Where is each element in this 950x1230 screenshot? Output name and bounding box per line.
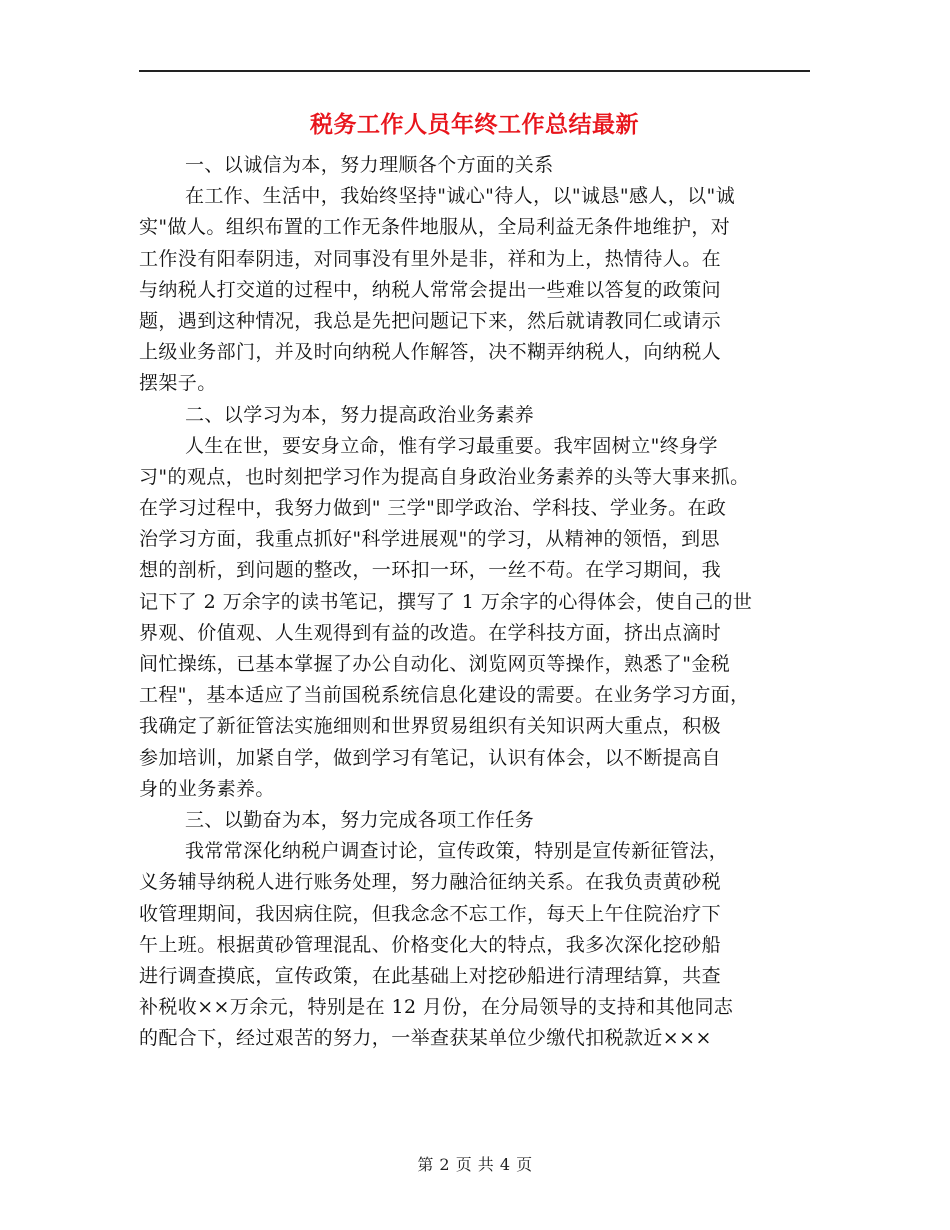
text-line: 补税收××万余元，特别是在 12 月份，在分局领导的支持和其他同志 (139, 996, 734, 1019)
text-line: 在工作、生活中，我始终坚持"诚心"待人，以"诚恳"感人，以"诚 (185, 185, 736, 208)
text-line: 习"的观点，也时刻把学习作为提高自身政治业务素养的头等大事来抓。 (139, 465, 750, 488)
text-line: 收管理期间，我因病住院，但我念念不忘工作，每天上午住院治疗下 (139, 902, 722, 925)
text-line: 一、以诚信为本，努力理顺各个方面的关系 (185, 154, 554, 176)
text-line: 实"做人。组织布置的工作无条件地服从，全局利益无条件地维护，对 (139, 216, 731, 239)
text-line: 治学习方面，我重点抓好"科学进展观"的学习，从精神的领悟，到思 (139, 528, 720, 551)
text-line: 摆架子。 (139, 372, 217, 395)
text-line: 在学习过程中，我努力做到" 三学"即学政治、学科技、学业务。在政 (139, 497, 727, 520)
text-line: 进行调查摸底，宣传政策，在此基础上对挖砂船进行清理结算，共查 (139, 964, 722, 987)
text-line: 上级业务部门，并及时向纳税人作解答，决不糊弄纳税人，向纳税人 (139, 341, 722, 364)
text-line: 二、以学习为本，努力提高政治业务素养 (185, 403, 535, 426)
text-line: 间忙操练，已基本掌握了办公自动化、浏览网页等操作，熟悉了"金税 (139, 653, 731, 675)
text-line: 参加培训，加紧自学，做到学习有笔记，认识有体会，以不断提高自 (139, 746, 722, 769)
text-line: 我确定了新征管法实施细则和世界贸易组织有关知识两大重点，积极 (139, 715, 722, 738)
header-rule (139, 70, 810, 72)
text-line: 的配合下，经过艰苦的努力，一举查获某单位少缴代扣税款近××× (139, 1027, 712, 1050)
document-title: 税务工作人员年终工作总结最新 (310, 111, 639, 138)
text-line: 我常常深化纳税户调查讨论，宣传政策，特别是宣传新征管法， (185, 840, 729, 863)
text-line: 三、以勤奋为本，努力完成各项工作任务 (185, 808, 535, 831)
text-line: 想的剖析，到问题的整改，一环扣一环，一丝不苟。在学习期间，我 (139, 559, 722, 582)
text-line: 人生在世，要安身立命，惟有学习最重要。我牢固树立"终身学 (185, 434, 718, 457)
text-line: 身的业务素养。 (139, 777, 275, 800)
text-line: 工程"，基本适应了当前国税系统信息化建设的需要。在业务学习方面， (139, 684, 750, 707)
page-number: 第 2 页 共 4 页 (417, 1155, 533, 1174)
text-line: 题，遇到这种情况，我总是先把问题记下来，然后就请教同仁或请示 (139, 309, 722, 332)
text-line: 界观、价值观、人生观得到有益的改造。在学科技方面，挤出点滴时 (139, 621, 722, 644)
text-line: 工作没有阳奉阴违，对同事没有里外是非，祥和为上，热情待人。在 (139, 247, 722, 270)
document-body (139, 150, 810, 1054)
text-line: 记下了 2 万余字的读书笔记，撰写了 1 万余字的心得体会，使自己的世 (139, 590, 753, 613)
text-line: 与纳税人打交道的过程中，纳税人常常会提出一些难以答复的政策问 (139, 278, 722, 301)
text-line: 义务辅导纳税人进行账务处理，努力融洽征纳关系。在我负责黄砂税 (139, 871, 722, 894)
text-line: 午上班。根据黄砂管理混乱、价格变化大的特点，我多次深化挖砂船 (139, 933, 722, 956)
